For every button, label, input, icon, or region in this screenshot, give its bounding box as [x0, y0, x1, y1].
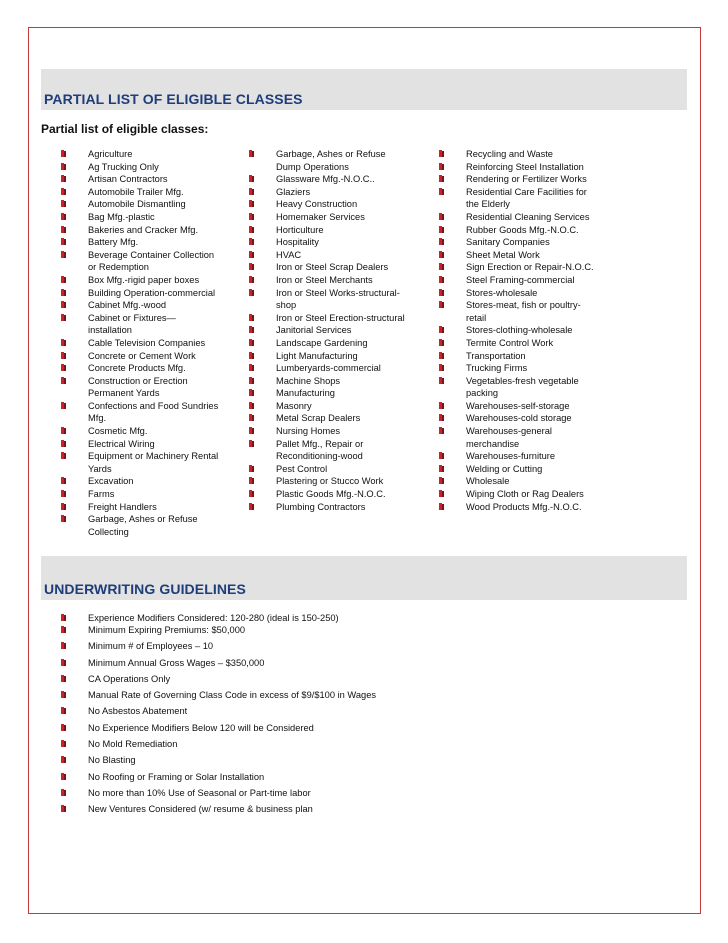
eligible-class-text: Rubber Goods Mfg.-N.O.C. [466, 224, 579, 235]
eligible-class-item [61, 236, 218, 249]
eligible-class-text: Bag Mfg.-plastic [88, 211, 155, 222]
eligible-class-text: Garbage, Ashes or Refuse [88, 514, 198, 525]
eligible-class-item [61, 488, 218, 501]
red-square-bullet-icon [61, 614, 66, 621]
eligible-class-item [61, 362, 218, 375]
eligible-class-text: Pest Control [276, 463, 328, 474]
red-square-bullet-icon [61, 789, 66, 796]
red-square-bullet-icon [439, 251, 444, 258]
eligible-class-item [61, 211, 218, 224]
red-square-bullet-icon [439, 377, 444, 384]
red-square-bullet-icon [439, 352, 444, 359]
eligible-class-text: Wood Products Mfg.-N.O.C. [466, 501, 582, 512]
red-square-bullet-icon [439, 276, 444, 283]
guideline-text: New Ventures Considered (w/ resume & business plan [88, 804, 313, 815]
eligible-class-item [249, 488, 405, 501]
red-square-bullet-icon [61, 477, 66, 484]
eligible-class-text: Janitorial Services [276, 325, 352, 336]
red-square-bullet-icon [439, 226, 444, 233]
eligible-class-text: Permanent Yards [88, 388, 160, 399]
eligible-class-text: Mfg. [88, 413, 107, 424]
red-square-bullet-icon [249, 238, 254, 245]
red-square-bullet-icon [249, 402, 254, 409]
eligible-class-item [249, 337, 405, 350]
red-square-bullet-icon [249, 465, 254, 472]
red-square-bullet-icon [249, 414, 254, 421]
red-square-bullet-icon [439, 326, 444, 333]
guideline-item [61, 689, 376, 701]
eligible-class-text: Artisan Contractors [88, 174, 168, 185]
guideline-text: No Experience Modifiers Below 120 will be Considered [88, 722, 314, 733]
red-square-bullet-icon [249, 427, 254, 434]
red-square-bullet-icon [61, 490, 66, 497]
eligible-class-item [249, 224, 405, 237]
red-square-bullet-icon [439, 339, 444, 346]
eligible-class-text: Dump Operations [276, 161, 349, 172]
eligible-class-text: Masonry [276, 400, 312, 411]
eligible-class-item [439, 400, 594, 413]
red-square-bullet-icon [61, 773, 66, 780]
eligible-class-item [249, 173, 405, 186]
eligible-class-text: Termite Control Work [466, 337, 554, 348]
guideline-item [61, 722, 376, 734]
red-square-bullet-icon [439, 150, 444, 157]
red-square-bullet-icon [61, 440, 66, 447]
red-square-bullet-icon [61, 339, 66, 346]
eligible-class-text: Recycling and Waste [466, 149, 553, 159]
eligible-class-text: Beverage Container Collection [88, 249, 215, 260]
eligible-class-text: Iron or Steel Erection-structural [276, 312, 405, 323]
red-square-bullet-icon [61, 364, 66, 371]
eligible-class-item [439, 425, 594, 450]
eligible-classes-column-3 [439, 148, 594, 513]
eligible-class-item [249, 249, 405, 262]
eligible-class-item [439, 362, 594, 375]
eligible-class-text: Bakeries and Cracker Mfg. [88, 224, 199, 235]
eligible-class-item [61, 513, 218, 538]
red-square-bullet-icon [439, 289, 444, 296]
red-square-bullet-icon [439, 213, 444, 220]
guideline-text: No more than 10% Use of Seasonal or Part-time labor [88, 787, 311, 798]
eligible-class-item [249, 400, 405, 413]
red-square-bullet-icon [249, 477, 254, 484]
red-square-bullet-icon [61, 238, 66, 245]
eligible-class-text: Stores-clothing-wholesale [466, 325, 573, 336]
eligible-class-item [61, 198, 218, 211]
eligible-class-text: Wholesale [466, 476, 510, 487]
eligible-class-text: Metal Scrap Dealers [276, 413, 361, 424]
eligible-class-text: Cabinet or Fixtures— [88, 312, 176, 323]
eligible-class-text: Manufacturing [276, 388, 335, 399]
red-square-bullet-icon [249, 389, 254, 396]
red-square-bullet-icon [61, 756, 66, 763]
guideline-item [61, 754, 376, 766]
eligible-classes-column-1 [61, 148, 218, 538]
guideline-item [61, 657, 376, 669]
eligible-class-text: Machine Shops [276, 375, 341, 386]
eligible-class-item [61, 186, 218, 199]
eligible-class-item [249, 186, 405, 199]
eligible-class-item [439, 299, 594, 324]
eligible-class-text: Homemaker Services [276, 211, 365, 222]
eligible-class-item [61, 350, 218, 363]
eligible-class-text: Electrical Wiring [88, 438, 155, 449]
red-square-bullet-icon [439, 263, 444, 270]
eligible-class-item [439, 375, 594, 400]
red-square-bullet-icon [439, 163, 444, 170]
eligible-class-text: Yards [88, 463, 112, 474]
red-square-bullet-icon [61, 707, 66, 714]
eligible-class-item [61, 337, 218, 350]
eligible-class-item [61, 475, 218, 488]
eligible-class-item [439, 488, 594, 501]
red-square-bullet-icon [249, 503, 254, 510]
eligible-class-item [439, 337, 594, 350]
eligible-class-text: Collecting [88, 526, 129, 537]
red-square-bullet-icon [61, 314, 66, 321]
guideline-item [61, 771, 376, 783]
eligible-class-text: Concrete or Cement Work [88, 350, 196, 361]
red-square-bullet-icon [61, 289, 66, 296]
eligible-class-text: installation [88, 325, 132, 336]
eligible-class-item [439, 173, 594, 186]
eligible-class-text: Glassware Mfg.-N.O.C.. [276, 174, 375, 185]
red-square-bullet-icon [61, 805, 66, 812]
guideline-item [61, 624, 376, 636]
eligible-class-item [439, 249, 594, 262]
eligible-class-item [439, 463, 594, 476]
eligible-class-text: Cabinet Mfg.-wood [88, 300, 167, 311]
eligible-class-item [249, 261, 405, 274]
red-square-bullet-icon [61, 213, 66, 220]
eligible-class-item [61, 312, 218, 337]
red-square-bullet-icon [249, 326, 254, 333]
guideline-item [61, 803, 376, 815]
eligible-class-item [61, 450, 218, 475]
red-square-bullet-icon [61, 301, 66, 308]
eligible-class-item [61, 173, 218, 186]
eligible-class-item [249, 350, 405, 363]
eligible-class-item [61, 299, 218, 312]
eligible-class-text: Automobile Dismantling [88, 199, 186, 210]
eligible-class-item [61, 425, 218, 438]
red-square-bullet-icon [61, 642, 66, 649]
guideline-text: No Blasting [88, 755, 136, 766]
eligible-class-text: Stores-meat, fish or poultry- [466, 300, 581, 311]
eligible-class-item [439, 412, 594, 425]
eligible-class-text: retail [466, 312, 487, 323]
eligible-class-text: Iron or Steel Scrap Dealers [276, 262, 389, 273]
eligible-class-text: Horticulture [276, 224, 324, 235]
guideline-text: Experience Modifiers Considered: 120-280 (ideal is 150-250) [88, 613, 339, 623]
red-square-bullet-icon [439, 402, 444, 409]
red-square-bullet-icon [249, 226, 254, 233]
eligible-class-text: Sign Erection or Repair-N.O.C. [466, 262, 594, 273]
red-square-bullet-icon [61, 675, 66, 682]
guideline-item [61, 612, 376, 624]
eligible-class-text: Box Mfg.-rigid paper boxes [88, 274, 200, 285]
red-square-bullet-icon [61, 740, 66, 747]
red-square-bullet-icon [61, 188, 66, 195]
eligible-class-item [61, 274, 218, 287]
guideline-text: No Asbestos Abatement [88, 706, 188, 717]
eligible-class-text: Warehouses-cold storage [466, 413, 572, 424]
red-square-bullet-icon [439, 414, 444, 421]
guideline-text: Minimum Annual Gross Wages – $350,000 [88, 657, 265, 668]
eligible-class-text: Nursing Homes [276, 426, 341, 437]
eligible-class-text: Sanitary Companies [466, 237, 550, 248]
eligible-class-text: Landscape Gardening [276, 337, 368, 348]
eligible-class-item [249, 501, 405, 514]
red-square-bullet-icon [249, 490, 254, 497]
eligible-class-text: packing [466, 388, 499, 399]
eligible-class-text: HVAC [276, 249, 302, 260]
guideline-text: Minimum Expiring Premiums: $50,000 [88, 625, 246, 635]
red-square-bullet-icon [61, 659, 66, 666]
eligible-class-text: Residential Cleaning Services [466, 211, 590, 222]
red-square-bullet-icon [61, 163, 66, 170]
eligible-class-text: Residential Care Facilities for [466, 186, 587, 197]
eligible-classes-banner [41, 69, 687, 110]
eligible-class-text: Confections and Food Sundries [88, 400, 219, 411]
eligible-class-text: Equipment or Machinery Rental [88, 451, 219, 462]
red-square-bullet-icon [61, 515, 66, 522]
red-square-bullet-icon [61, 503, 66, 510]
eligible-class-text: Hospitality [276, 237, 319, 248]
red-square-bullet-icon [249, 276, 254, 283]
red-square-bullet-icon [61, 150, 66, 157]
eligible-class-item [249, 324, 405, 337]
eligible-class-text: Rendering or Fertilizer Works [466, 174, 587, 185]
red-square-bullet-icon [249, 213, 254, 220]
eligible-class-text: Excavation [88, 476, 134, 487]
underwriting-guidelines-list [61, 612, 376, 815]
red-square-bullet-icon [249, 200, 254, 207]
eligible-class-text: Plastic Goods Mfg.-N.O.C. [276, 489, 386, 500]
eligible-class-text: Agriculture [88, 149, 133, 159]
eligible-class-text: Concrete Products Mfg. [88, 363, 186, 374]
guideline-item [61, 673, 376, 685]
eligible-class-item [249, 387, 405, 400]
eligible-class-text: Trucking Firms [466, 363, 528, 374]
eligible-class-text: merchandise [466, 438, 520, 449]
guideline-text: CA Operations Only [88, 673, 171, 684]
eligible-class-item [249, 211, 405, 224]
eligible-class-text: Plastering or Stucco Work [276, 476, 384, 487]
eligible-class-text: Cosmetic Mfg. [88, 426, 148, 437]
eligible-class-text: Automobile Trailer Mfg. [88, 186, 184, 197]
guideline-item [61, 640, 376, 652]
eligible-class-item [439, 148, 594, 161]
eligible-class-item [61, 400, 218, 425]
eligible-class-text: Garbage, Ashes or Refuse [276, 149, 386, 159]
eligible-class-text: Reinforcing Steel Installation [466, 161, 584, 172]
eligible-class-item [249, 438, 405, 463]
red-square-bullet-icon [249, 150, 254, 157]
eligible-class-text: Cable Television Companies [88, 337, 206, 348]
guideline-text: No Mold Remediation [88, 739, 178, 750]
eligible-class-text: Pallet Mfg., Repair or [276, 438, 364, 449]
eligible-class-item [439, 224, 594, 237]
eligible-class-item [249, 463, 405, 476]
eligible-class-item [61, 224, 218, 237]
eligible-class-item [249, 425, 405, 438]
guideline-item [61, 787, 376, 799]
eligible-class-item [439, 501, 594, 514]
eligible-class-item [61, 375, 218, 400]
eligible-class-item [249, 475, 405, 488]
eligible-class-text: Construction or Erection [88, 375, 188, 386]
eligible-class-text: Reconditioning-wood [276, 451, 363, 462]
eligible-class-text: Steel Framing-commercial [466, 274, 575, 285]
eligible-class-text: shop [276, 300, 297, 311]
eligible-class-text: Wiping Cloth or Rag Dealers [466, 489, 584, 500]
eligible-class-text: Glaziers [276, 186, 311, 197]
eligible-class-text: Freight Handlers [88, 501, 157, 512]
eligible-class-text: Warehouses-self-storage [466, 400, 570, 411]
eligible-class-item [61, 287, 218, 300]
red-square-bullet-icon [61, 691, 66, 698]
red-square-bullet-icon [249, 175, 254, 182]
red-square-bullet-icon [61, 200, 66, 207]
guideline-text: Minimum # of Employees – 10 [88, 641, 214, 652]
eligible-class-item [61, 438, 218, 451]
red-square-bullet-icon [61, 452, 66, 459]
eligible-class-item [61, 501, 218, 514]
eligible-class-item [61, 148, 218, 161]
eligible-class-item [249, 274, 405, 287]
guideline-item [61, 738, 376, 750]
red-square-bullet-icon [61, 226, 66, 233]
red-square-bullet-icon [61, 276, 66, 283]
eligible-class-text: or Redemption [88, 262, 149, 273]
red-square-bullet-icon [439, 452, 444, 459]
red-square-bullet-icon [249, 440, 254, 447]
eligible-class-item [439, 236, 594, 249]
red-square-bullet-icon [61, 251, 66, 258]
eligible-class-item [439, 211, 594, 224]
eligible-class-item [249, 198, 405, 211]
eligible-class-item [249, 287, 405, 312]
red-square-bullet-icon [439, 427, 444, 434]
eligible-class-item [61, 249, 218, 274]
eligible-class-text: Transportation [466, 350, 526, 361]
eligible-class-item [249, 362, 405, 375]
red-square-bullet-icon [249, 289, 254, 296]
red-square-bullet-icon [61, 402, 66, 409]
eligible-class-text: the Elderly [466, 199, 510, 210]
eligible-class-text: Ag Trucking Only [88, 161, 159, 172]
red-square-bullet-icon [249, 188, 254, 195]
eligible-class-item [439, 274, 594, 287]
underwriting-guidelines-banner [41, 556, 687, 600]
eligible-classes-subheading: Partial list of eligible classes: [41, 122, 209, 136]
red-square-bullet-icon [249, 314, 254, 321]
red-square-bullet-icon [249, 339, 254, 346]
eligible-class-text: Plumbing Contractors [276, 501, 366, 512]
guideline-text: No Roofing or Framing or Solar Installation [88, 771, 265, 782]
eligible-class-text: Vegetables-fresh vegetable [466, 375, 579, 386]
eligible-class-text: Battery Mfg. [88, 237, 139, 248]
eligible-class-text: Iron or Steel Works-structural- [276, 287, 400, 298]
eligible-class-item [61, 161, 218, 174]
red-square-bullet-icon [61, 626, 66, 633]
eligible-class-item [439, 324, 594, 337]
eligible-class-item [439, 450, 594, 463]
eligible-class-text: Welding or Cutting [466, 463, 543, 474]
eligible-class-text: Farms [88, 489, 115, 500]
red-square-bullet-icon [61, 175, 66, 182]
underwriting-guidelines-heading: UNDERWRITING GUIDELINES [44, 581, 246, 597]
eligible-class-item [249, 148, 405, 173]
eligible-class-text: Lumberyards-commercial [276, 363, 381, 374]
eligible-classes-heading: PARTIAL LIST OF ELIGIBLE CLASSES [44, 91, 303, 107]
red-square-bullet-icon [61, 427, 66, 434]
red-square-bullet-icon [439, 238, 444, 245]
red-square-bullet-icon [439, 490, 444, 497]
red-square-bullet-icon [249, 263, 254, 270]
red-square-bullet-icon [249, 352, 254, 359]
eligible-class-item [249, 375, 405, 388]
eligible-class-text: Warehouses-general [466, 426, 552, 437]
guideline-item [61, 705, 376, 717]
eligible-class-item [439, 161, 594, 174]
red-square-bullet-icon [249, 251, 254, 258]
red-square-bullet-icon [249, 377, 254, 384]
eligible-class-text: Heavy Construction [276, 199, 358, 210]
red-square-bullet-icon [439, 301, 444, 308]
eligible-class-item [249, 412, 405, 425]
red-square-bullet-icon [439, 465, 444, 472]
eligible-class-text: Sheet Metal Work [466, 249, 540, 260]
red-square-bullet-icon [439, 364, 444, 371]
eligible-class-item [249, 312, 405, 325]
eligible-classes-column-2 [249, 148, 405, 513]
eligible-class-item [439, 261, 594, 274]
eligible-class-text: Light Manufacturing [276, 350, 358, 361]
red-square-bullet-icon [439, 188, 444, 195]
red-square-bullet-icon [61, 377, 66, 384]
red-square-bullet-icon [61, 724, 66, 731]
eligible-class-text: Iron or Steel Merchants [276, 274, 373, 285]
eligible-class-text: Warehouses-furniture [466, 451, 556, 462]
red-square-bullet-icon [439, 175, 444, 182]
eligible-class-item [439, 475, 594, 488]
eligible-class-item [249, 236, 405, 249]
eligible-class-item [439, 186, 594, 211]
red-square-bullet-icon [439, 477, 444, 484]
red-square-bullet-icon [439, 503, 444, 510]
eligible-class-item [439, 287, 594, 300]
eligible-class-text: Building Operation-commercial [88, 287, 216, 298]
guideline-text: Manual Rate of Governing Class Code in excess of $9/$100 in Wages [88, 690, 377, 701]
eligible-class-text: Stores-wholesale [466, 287, 538, 298]
eligible-class-item [439, 350, 594, 363]
red-square-bullet-icon [249, 364, 254, 371]
red-square-bullet-icon [61, 352, 66, 359]
